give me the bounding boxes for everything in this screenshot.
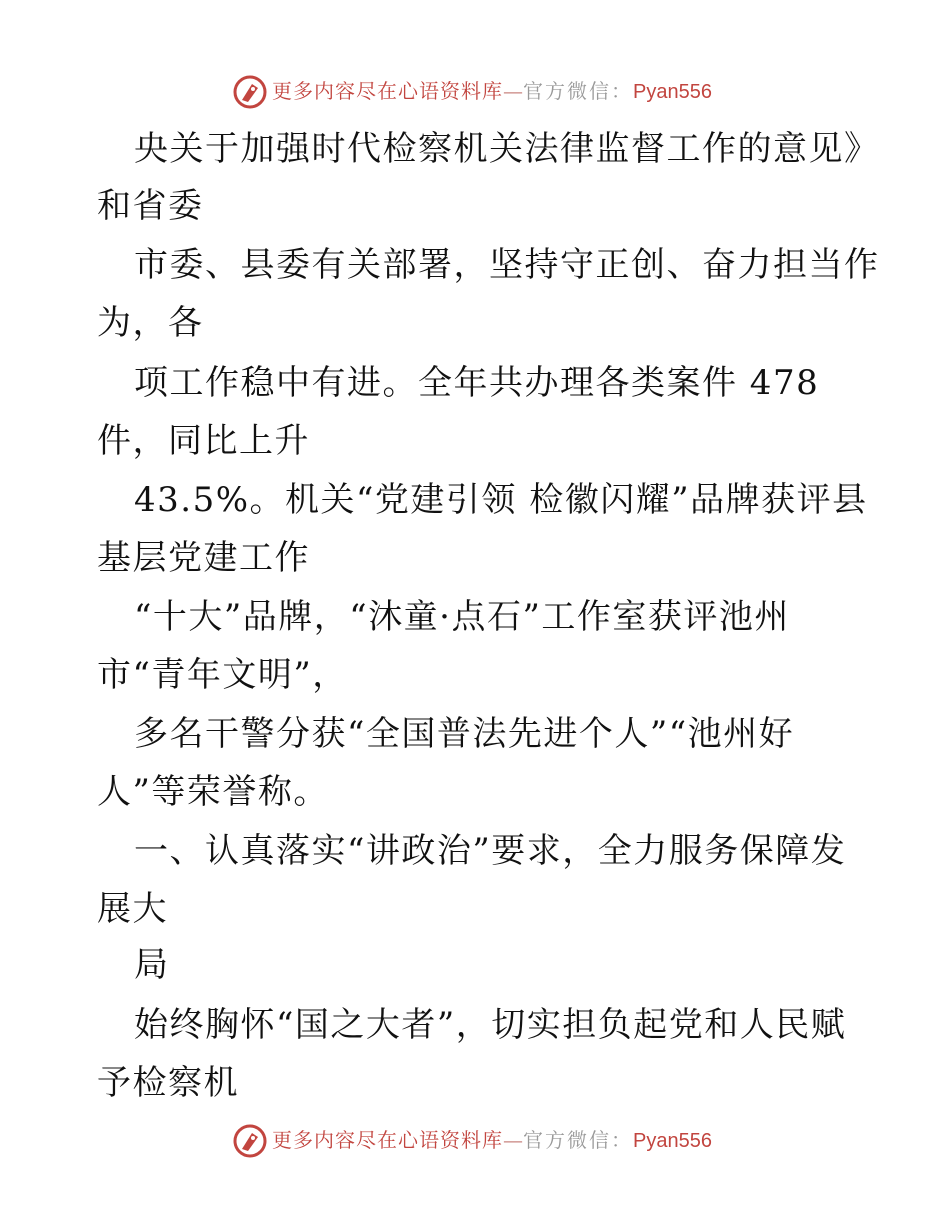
watermark-dash: — [503, 1128, 523, 1152]
text-line: 人”等荣誉称。 [97, 772, 329, 812]
text-line: 一、认真落实“讲政治”要求，全力服务保障发 [134, 831, 847, 871]
text-line: 基层党建工作 [97, 538, 310, 578]
watermark-header [0, 72, 950, 112]
text-line: 予检察机 [97, 1063, 239, 1103]
watermark-text [272, 78, 712, 105]
text-line: 多名干警分获“全国普法先进个人”“池州好 [134, 714, 795, 754]
text-line: 市“青年文明”， [97, 655, 348, 695]
watermark-id: Pyan556 [633, 81, 712, 103]
text-line: 央关于加强时代检察机关法律监督工作的意见》 [134, 129, 880, 169]
text-line: “十大”品牌，“沐童·点石”工作室获评池州 [134, 597, 790, 637]
pen-nib-circle-icon [232, 1123, 268, 1159]
text-line: 展大 [97, 889, 168, 929]
text-line: 43.5%。机关“党建引领 检徽闪耀”品牌获评县 [134, 480, 868, 520]
watermark-dash: — [503, 79, 523, 103]
text-line: 项工作稳中有进。全年共办理各类案件 478 [134, 363, 820, 403]
watermark-sub: 官方微信： [523, 1128, 633, 1152]
text-line: 件，同比上升 [97, 421, 310, 461]
watermark-brand: 更多内容尽在心语资料库 [272, 1128, 503, 1152]
watermark-text [272, 1127, 712, 1154]
text-line: 和省委 [97, 186, 204, 226]
watermark-id: Pyan556 [633, 1130, 712, 1152]
watermark-brand: 更多内容尽在心语资料库 [272, 79, 503, 103]
text-line: 局 [134, 945, 170, 985]
watermark-footer [0, 1121, 950, 1161]
watermark-sub: 官方微信： [523, 79, 633, 103]
text-line: 为，各 [97, 303, 204, 343]
text-line: 市委、县委有关部署，坚持守正创、奋力担当作 [134, 245, 880, 285]
text-line: 始终胸怀“国之大者”，切实担负起党和人民赋 [134, 1005, 847, 1045]
pen-nib-circle-icon [232, 74, 268, 110]
